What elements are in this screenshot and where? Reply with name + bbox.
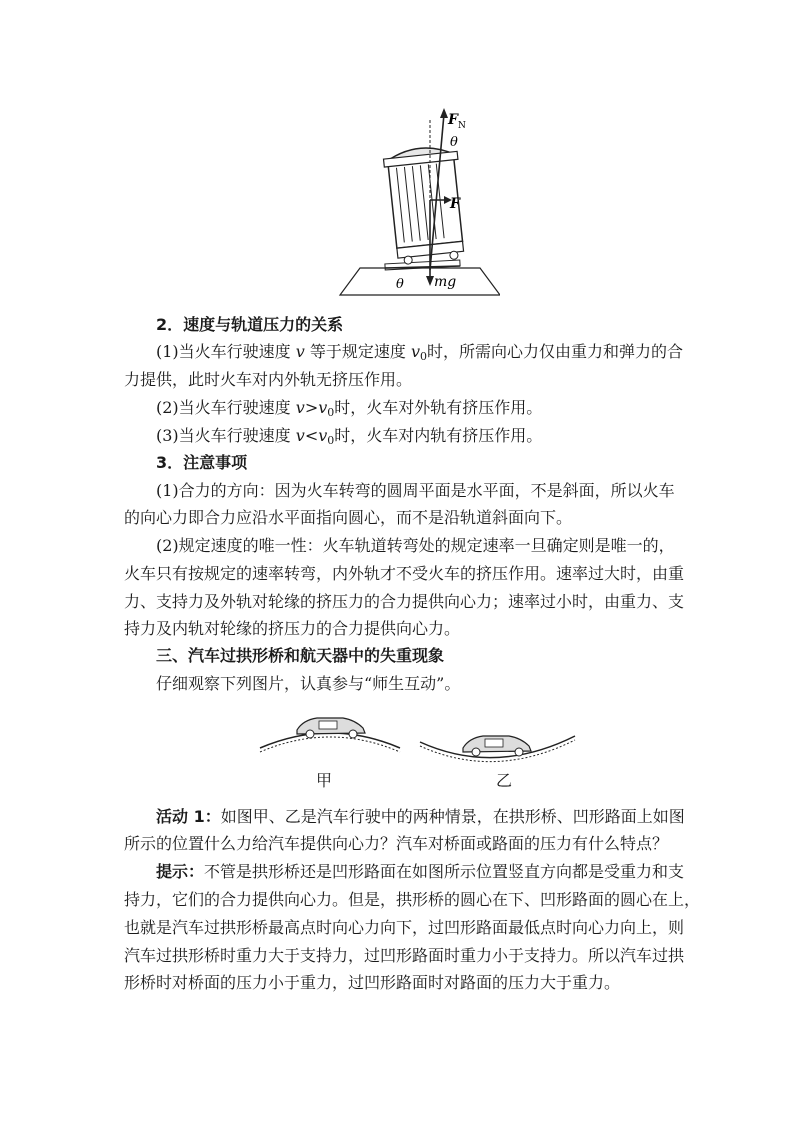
sec3-p2b: 火车只有按规定的速率转弯，内外轨才不受火车的挤压作用。速率过大时，由重: [124, 564, 685, 583]
sec3-p1a: (1)合力的方向：因为火车转弯的圆周平面是水平面，不是斜面，所以火车: [156, 481, 675, 500]
hint-line3: 也就是汽车过拱形桥最高点时向心力向下，过凹形路面最低点时向心力向上，则: [124, 918, 685, 937]
sec3-p2c: 力、支持力及外轨对轮缘的挤压力的合力提供向心力；速率过小时，由重力、支: [124, 592, 685, 611]
mg-label: mg: [434, 274, 457, 290]
section-three-intro: 仔细观察下列图片，认真参与“师生互动”。: [156, 674, 461, 693]
sec2-p2: (2)当火车行驶速度 $v>v_0$时，火车对外轨有挤压作用。: [156, 398, 543, 419]
sec2-p1b: 力提供，此时火车对内外轨无挤压作用。: [124, 370, 413, 389]
f-label: F: [450, 196, 460, 212]
fn-sub-label: N: [458, 121, 466, 131]
hint-line4: 汽车过拱形桥时重力大于支持力，过凹形路面时重力小于支持力。所以汽车过拱: [124, 946, 685, 965]
hint-line2: 持力，它们的合力提供向心力。但是，拱形桥的圆心在下、凹形路面的圆心在上，: [124, 890, 701, 909]
sec2-p1a: (1)当火车行驶速度 v 等于规定速度 $v_0$时，所需向心力仅由重力和弹力的合: [156, 342, 684, 363]
theta-top-label: θ: [450, 135, 458, 150]
car-concave-icon: [463, 736, 531, 756]
hint-line1: 提示：不管是拱形桥还是凹形路面在如图所示位置竖直方向都是受重力和支: [156, 862, 685, 881]
activity-line2: 所示的位置什么力给汽车提供向心力？汽车对桥面或路面的压力有什么特点？: [124, 834, 669, 853]
car-arch-icon: [297, 718, 365, 738]
section-three-title: 三、汽车过拱形桥和航天器中的失重现象: [156, 646, 445, 665]
sec3-p2d: 持力及内轨对轮缘的挤压力的合力提供向心力。: [124, 619, 461, 638]
sec3-p1b: 的向心力即合力应沿水平面指向圆心，而不是沿轨道斜面向下。: [124, 508, 573, 527]
caption-jia: 甲: [316, 771, 333, 790]
cars-road-figure: [255, 700, 595, 800]
train-force-diagram: [330, 100, 500, 300]
sec2-p3: (3)当火车行驶速度 $v<v_0$时，火车对内轨有挤压作用。: [156, 426, 543, 447]
sec3-title: 3．注意事项: [156, 453, 248, 472]
fn-label: F: [448, 112, 458, 128]
sec2-title: 2．速度与轨道压力的关系: [156, 315, 344, 334]
theta-bottom-label: θ: [396, 277, 404, 292]
activity-line1: 活动 1：如图甲、乙是汽车行驶中的两种情景，在拱形桥、凹形路面上如图: [156, 807, 685, 826]
sec3-p2a: (2)规定速度的唯一性：火车轨道转弯处的规定速率一旦确定则是唯一的，: [156, 536, 675, 555]
caption-yi: 乙: [496, 771, 513, 790]
hint-line5: 形桥时对桥面的压力小于重力，过凹形路面时对路面的压力大于重力。: [124, 973, 621, 992]
